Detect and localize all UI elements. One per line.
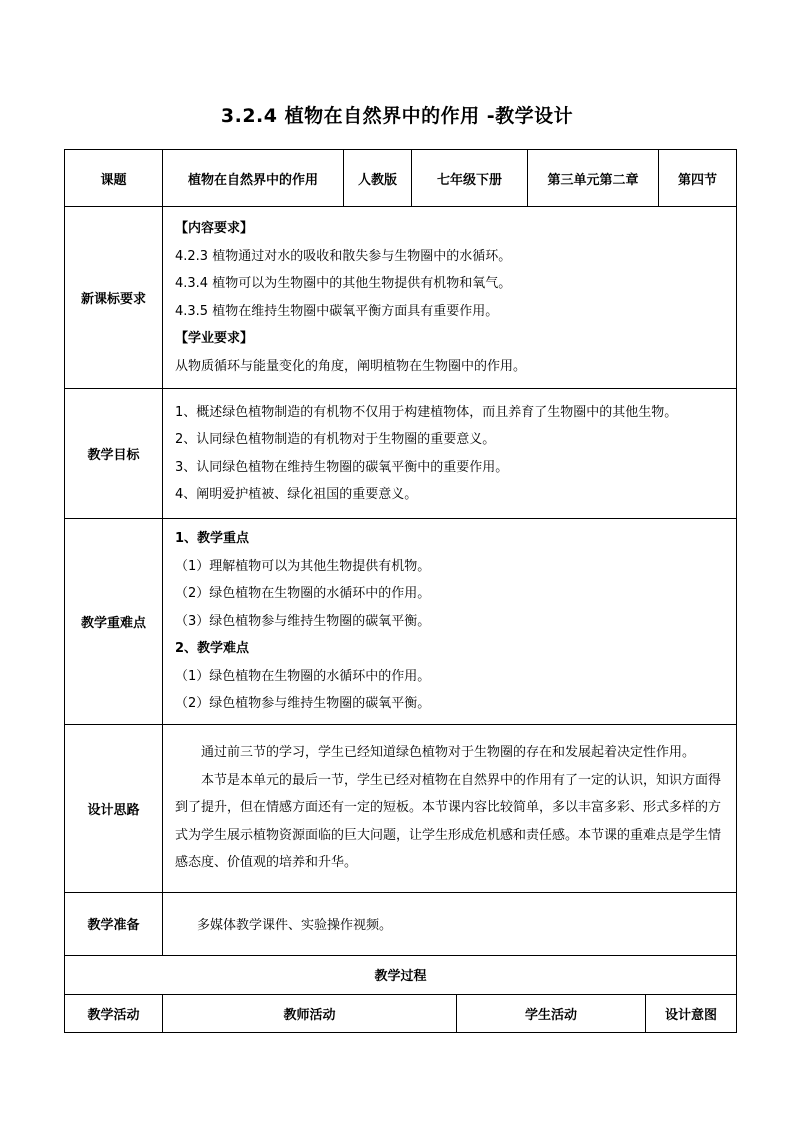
curriculum-row xyxy=(65,207,737,389)
focus-item: （2）绿色植物在生物圈的水循环中的作用。 xyxy=(175,586,431,601)
unit: 第三单元第二章 xyxy=(528,150,659,207)
goal-item: 3、认同绿色植物在维持生物圈的碳氧平衡中的重要作用。 xyxy=(175,459,509,475)
curriculum-content xyxy=(163,207,737,389)
content-item: 4.3.5 植物在维持生物圈中碳氧平衡方面具有重要作用。 xyxy=(175,303,499,319)
difficulty-item: （1）绿色植物在生物圈的水循环中的作用。 xyxy=(175,668,431,684)
process-col-intent: 设计意图 xyxy=(646,994,737,1032)
goals-row xyxy=(65,389,737,519)
curriculum-label: 新课标要求 xyxy=(65,207,163,389)
process-title-row xyxy=(65,955,737,994)
section: 第四节 xyxy=(659,150,737,207)
difficulty-heading: 2、教学难点 xyxy=(175,641,250,656)
keypoints-row xyxy=(65,519,737,725)
prep-text: 多媒体教学课件、实验操作视频。 xyxy=(163,892,737,955)
keypoints-content xyxy=(163,519,737,725)
prep-label: 教学准备 xyxy=(65,892,163,955)
publisher: 人教版 xyxy=(344,150,412,207)
process-col-activity: 教学活动 xyxy=(65,994,163,1032)
design-paragraph: 本节是本单元的最后一节，学生已经对植物在自然界中的作用有了一定的认识，知识方面得到了提升，但在情感方面还有一定的短板。本节课内容比较简单，多以丰富多彩、形式多样的方式为学生展示植物资源面临的巨大问题，让学生形成危机感和责任感。本节课的重难点是学生情感态度、价值观的培养和升华。 xyxy=(175,772,722,871)
header-row xyxy=(65,150,737,207)
academic-requirement-text: 从物质循环与能量变化的角度，阐明植物在生物圈中的作用。 xyxy=(175,358,527,374)
prep-row xyxy=(65,892,737,955)
page-title: 3.2.4 植物在自然界中的作用 -教学设计 xyxy=(220,105,574,127)
goal-item: 1、概述绿色植物制造的有机物不仅用于构建植物体，而且养育了生物圈中的其他生物。 xyxy=(175,404,678,420)
content-item: 4.2.3 植物通过对水的吸收和散失参与生物圈中的水循环。 xyxy=(175,248,512,264)
difficulty-item: （2）绿色植物参与维持生物圈的碳氧平衡。 xyxy=(175,696,431,711)
topic-label: 课题 xyxy=(65,150,163,207)
design-label: 设计思路 xyxy=(65,724,163,892)
content-requirement-heading: 【内容要求】 xyxy=(175,221,254,236)
process-col-student: 学生活动 xyxy=(457,994,646,1032)
process-header-row xyxy=(65,994,737,1032)
goals-content xyxy=(163,389,737,519)
lesson-plan-table xyxy=(64,149,737,1033)
academic-requirement-heading: 【学业要求】 xyxy=(175,331,254,346)
design-row xyxy=(65,724,737,892)
goal-item: 2、认同绿色植物制造的有机物对于生物圈的重要意义。 xyxy=(175,432,496,447)
process-col-teacher: 教师活动 xyxy=(163,994,457,1032)
topic-name: 植物在自然界中的作用 xyxy=(163,150,344,207)
focus-item: （1）理解植物可以为其他生物提供有机物。 xyxy=(175,558,431,574)
keypoints-label: 教学重难点 xyxy=(65,519,163,725)
content-item: 4.3.4 植物可以为生物圈中的其他生物提供有机物和氧气。 xyxy=(175,276,512,291)
focus-heading: 1、教学重点 xyxy=(175,531,250,546)
goal-item: 4、阐明爱护植被、绿化祖国的重要意义。 xyxy=(175,487,418,502)
goals-label: 教学目标 xyxy=(65,389,163,519)
design-paragraph: 通过前三节的学习，学生已经知道绿色植物对于生物圈的存在和发展起着决定性作用。 xyxy=(201,745,696,761)
design-content xyxy=(163,724,737,892)
focus-item: （3）绿色植物参与维持生物圈的碳氧平衡。 xyxy=(175,613,431,629)
process-title: 教学过程 xyxy=(65,955,737,994)
grade: 七年级下册 xyxy=(412,150,528,207)
